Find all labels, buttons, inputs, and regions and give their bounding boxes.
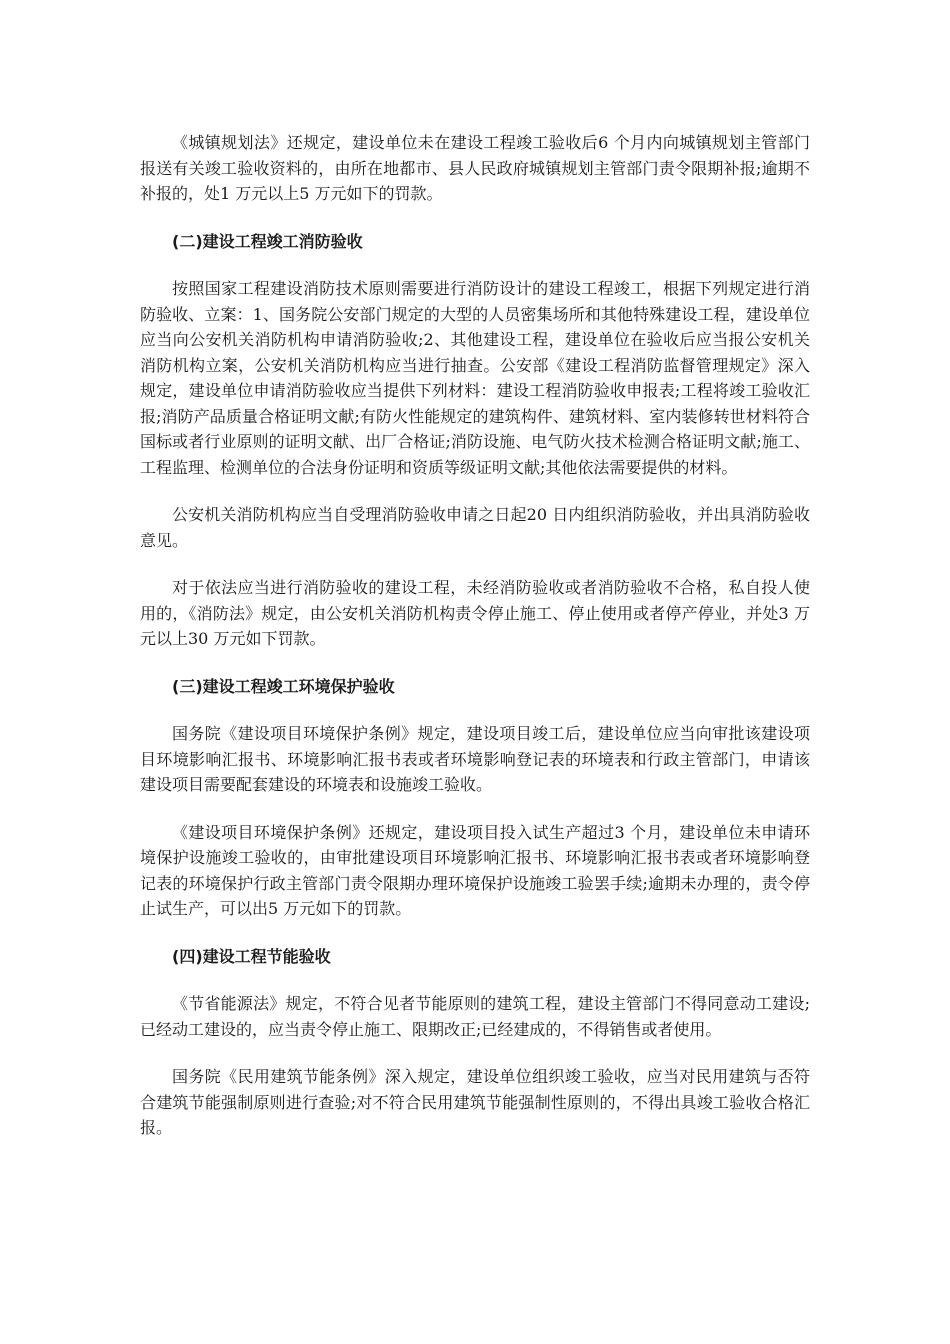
section-heading-environmental-acceptance: (三)建设工程竣工环境保护验收	[172, 676, 395, 696]
paragraph-environmental-application: 国务院《建设项目环境保护条例》规定，建设项目竣工后，建设单位应当向审批该建设项目环境影响汇报书、环境影响汇报书表或者环境影响登记表的环境表和行政主管部门，申请该建设项目需要配套建设的环境表和设施竣工验收。	[140, 724, 810, 794]
paragraph-urban-planning-penalty: 《城镇规划法》还规定，建设单位未在建设工程竣工验收后6 个月内向城镇规划主管部门报送有关竣工验收资料的，由所在地都市、县人民政府城镇规划主管部门责令限期补报;逾期不补报的，处1 万元以上5 万元如下的罚款。	[140, 133, 810, 203]
paragraph-fire-acceptance-penalty: 对于依法应当进行消防验收的建设工程，未经消防验收或者消防验收不合格，私自投人使用的，《消防法》规定，由公安机关消防机构责令停止施工、停止使用或者停产停业，并处3 万元以上30 万元如下罚款。	[140, 578, 810, 648]
paragraph-fire-acceptance-deadline: 公安机关消防机构应当自受理消防验收申请之日起20 日内组织消防验收，并出具消防验收意见。	[140, 505, 810, 550]
section-heading-energy-acceptance: (四)建设工程节能验收	[172, 946, 331, 966]
paragraph-energy-law: 《节省能源法》规定，不符合见者节能原则的建筑工程，建设主管部门不得同意动工建设;已经动工建设的，应当责令停止施工、限期改正;已经建成的，不得销售或者使用。	[140, 994, 810, 1039]
document-page	[140, 130, 810, 1163]
paragraph-fire-acceptance-rules: 按照国家工程建设消防技术原则需要进行消防设计的建设工程竣工，根据下列规定进行消防验收、立案：1、国务院公安部门规定的大型的人员密集场所和其他特殊建设工程，建设单位应当向公安机关消防机构申请消防验收;2、其他建设工程，建设单位在验收后应当报公安机关消防机构立案，公安机关消防机构应当进行抽查。公安部《建设工程消防监督管理规定》深入规定，建设单位申请消防验收应当提供下列材料：建设工程消防验收申报表;工程将竣工验收汇报;消防产品质量合格证明文献;有防火性能规定的建筑构件、建筑材料、室内装修转世材料符合国标或者行业原则的证明文献、出厂合格证;消防设施、电气防火技术检测合格证明文献;施工、工程监理、检测单位的合法身份证明和资质等级证明文献;其他依法需要提供的材料。	[140, 279, 810, 477]
paragraph-environmental-penalty: 《建设项目环境保护条例》还规定，建设项目投入试生产超过3 个月，建设单位未申请环境保护设施竣工验收的，由审批建设项目环境影响汇报书、环境影响汇报书表或者环境影响登记表的环境保护行政主管部门责令限期办理环境保护设施竣工验罢手续;逾期未办理的，责令停止试生产，可以出5 万元如下的罚款。	[140, 822, 810, 918]
paragraph-civil-building-energy: 国务院《民用建筑节能条例》深入规定，建设单位组织竣工验收，应当对民用建筑与否符合建筑节能强制原则进行查验;对不符合民用建筑节能强制性原则的，不得出具竣工验收合格汇报。	[140, 1067, 810, 1137]
section-heading-fire-acceptance: (二)建设工程竣工消防验收	[172, 231, 363, 251]
